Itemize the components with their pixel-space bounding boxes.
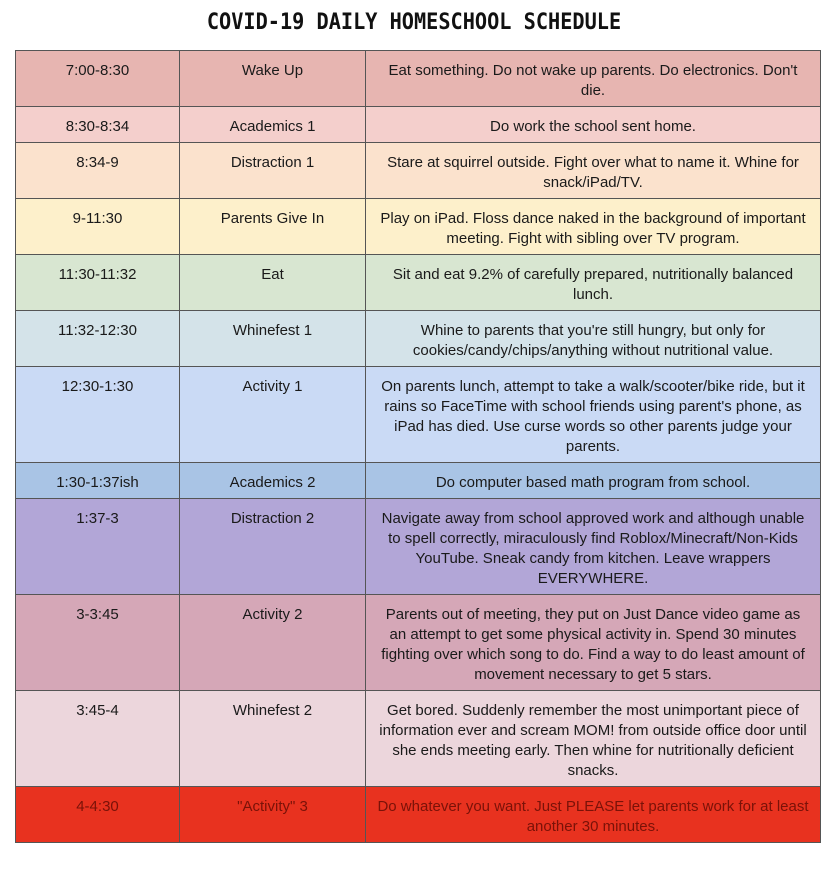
description-cell: Whine to parents that you're still hungry, but only for cookies/candy/chips/anything without nutritional value. xyxy=(366,311,821,367)
description-cell: Do computer based math program from school. xyxy=(366,463,821,499)
schedule-row xyxy=(16,787,821,843)
schedule-row xyxy=(16,107,821,143)
description-cell: Play on iPad. Floss dance naked in the background of important meeting. Fight with sibling over TV program. xyxy=(366,199,821,255)
schedule-row xyxy=(16,199,821,255)
activity-cell: Distraction 2 xyxy=(180,499,366,595)
time-cell: 11:32-12:30 xyxy=(16,311,180,367)
schedule-row xyxy=(16,595,821,691)
description-cell: Stare at squirrel outside. Fight over what to name it. Whine for snack/iPad/TV. xyxy=(366,143,821,199)
time-cell: 8:34-9 xyxy=(16,143,180,199)
time-cell: 3:45-4 xyxy=(16,691,180,787)
activity-cell: Academics 1 xyxy=(180,107,366,143)
time-cell: 3-3:45 xyxy=(16,595,180,691)
description-cell: Parents out of meeting, they put on Just Dance video game as an attempt to get some physical activity in. Spend 30 minutes fighting over which song to do. Find a way to do least amount of movement necessary to get 5 stars. xyxy=(366,595,821,691)
description-cell: Sit and eat 9.2% of carefully prepared, nutritionally balanced lunch. xyxy=(366,255,821,311)
activity-cell: "Activity" 3 xyxy=(180,787,366,843)
schedule-row xyxy=(16,143,821,199)
schedule-row xyxy=(16,691,821,787)
time-cell: 8:30-8:34 xyxy=(16,107,180,143)
description-cell: Get bored. Suddenly remember the most unimportant piece of information ever and scream MOM! from outside office door until she ends meeting early. Then whine for nutritionally deficient snacks. xyxy=(366,691,821,787)
time-cell: 1:37-3 xyxy=(16,499,180,595)
description-cell: Do work the school sent home. xyxy=(366,107,821,143)
description-cell: Do whatever you want. Just PLEASE let parents work for at least another 30 minutes. xyxy=(366,787,821,843)
schedule-row xyxy=(16,367,821,463)
description-cell: On parents lunch, attempt to take a walk/scooter/bike ride, but it rains so FaceTime with school friends using parent's phone, as iPad has died. Use curse words so other parents judge your parents. xyxy=(366,367,821,463)
time-cell: 11:30-11:32 xyxy=(16,255,180,311)
activity-cell: Wake Up xyxy=(180,51,366,107)
schedule-row xyxy=(16,311,821,367)
schedule-row xyxy=(16,51,821,107)
schedule-row xyxy=(16,463,821,499)
activity-cell: Academics 2 xyxy=(180,463,366,499)
activity-cell: Activity 2 xyxy=(180,595,366,691)
activity-cell: Activity 1 xyxy=(180,367,366,463)
time-cell: 4-4:30 xyxy=(16,787,180,843)
schedule-row xyxy=(16,499,821,595)
description-cell: Navigate away from school approved work and although unable to spell correctly, miraculously find Roblox/Minecraft/Non-Kids YouTube. Sneak candy from kitchen. Leave wrappers EVERYWHERE. xyxy=(366,499,821,595)
activity-cell: Whinefest 2 xyxy=(180,691,366,787)
activity-cell: Distraction 1 xyxy=(180,143,366,199)
time-cell: 12:30-1:30 xyxy=(16,367,180,463)
schedule-row xyxy=(16,255,821,311)
page-title: COVID-19 DAILY HOMESCHOOL SCHEDULE xyxy=(206,10,622,35)
description-cell: Eat something. Do not wake up parents. Do electronics. Don't die. xyxy=(366,51,821,107)
time-cell: 1:30-1:37ish xyxy=(16,463,180,499)
time-cell: 7:00-8:30 xyxy=(16,51,180,107)
activity-cell: Whinefest 1 xyxy=(180,311,366,367)
activity-cell: Eat xyxy=(180,255,366,311)
schedule-table xyxy=(15,50,821,843)
activity-cell: Parents Give In xyxy=(180,199,366,255)
time-cell: 9-11:30 xyxy=(16,199,180,255)
